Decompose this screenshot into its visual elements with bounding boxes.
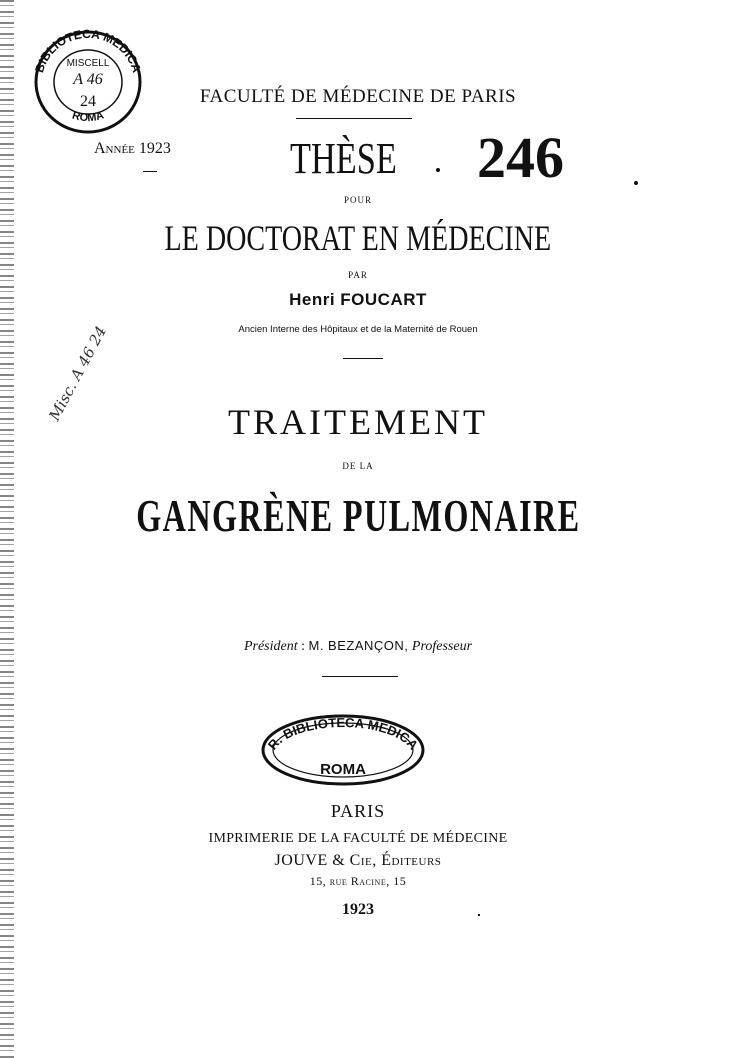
library-stamp-top	[28, 26, 148, 136]
year-dash	[143, 171, 157, 172]
president-name: M. BEZANÇON,	[308, 638, 409, 653]
title-line2	[0, 488, 716, 544]
president-line	[0, 638, 716, 655]
author-title: Ancien Interne des Hôpitaux et de la Maternité de Rouen	[238, 324, 478, 335]
imprint-city: PARIS	[330, 801, 386, 821]
speck	[478, 914, 480, 916]
pour-label: POUR	[343, 195, 372, 205]
par-label: PAR	[348, 270, 368, 280]
stamp-top-ring-text: BIBLIOTECA MEDICA	[32, 26, 144, 75]
title-line1: TRAITEMENT	[228, 402, 488, 442]
doctorate-line	[0, 216, 716, 260]
title-line2-text: GANGRÈNE PULMONAIRE	[135, 490, 581, 541]
these-text: THÈSE	[290, 134, 397, 183]
section-rule-1	[343, 358, 383, 359]
stamp-bottom-ring-bottom: ROMA	[320, 761, 366, 778]
stamp-top-line3: 24	[80, 93, 96, 110]
president-separator: :	[301, 639, 305, 654]
thesis-year: Année 1923	[94, 140, 171, 157]
president-label: Président	[243, 639, 298, 654]
stamp-top-line2: A 46	[73, 71, 103, 88]
header-rule	[296, 118, 412, 119]
imprint-printer: IMPRIMERIE DE LA FACULTÉ DE MÉDECINE	[208, 831, 508, 846]
title-connector: DE LA	[342, 461, 374, 471]
handwritten-note-text: Misc. A 46 24	[45, 323, 111, 424]
library-stamp-bottom	[258, 710, 428, 788]
president-role: Professeur	[411, 639, 473, 654]
imprint-publisher: JOUVE & Cie, Éditeurs	[274, 852, 442, 869]
stamp-top-ring-bottom: ROMA	[70, 109, 106, 125]
these-heading	[275, 134, 412, 184]
dot-mark-right	[634, 181, 638, 185]
imprint-year: 1923	[342, 901, 374, 918]
doctorate-text: LE DOCTORAT EN MÉDECINE	[164, 218, 552, 258]
svg-text:R. BIBLIOTECA MEDICA	[265, 715, 422, 753]
stamp-bottom-ring-text: R. BIBLIOTECA MEDICA	[264, 715, 422, 753]
section-rule-2	[322, 676, 398, 677]
imprint-address: 15, rue Racine, 15	[309, 874, 407, 888]
thesis-number: 246	[477, 125, 564, 190]
svg-text:ROMA	[71, 109, 106, 124]
faculty-header: FACULTÉ DE MÉDECINE DE PARIS	[199, 86, 517, 107]
stamp-top-line1: MISCELL	[66, 58, 110, 69]
author-name: Henri FOUCART	[289, 290, 427, 309]
dot-mark	[436, 168, 440, 172]
